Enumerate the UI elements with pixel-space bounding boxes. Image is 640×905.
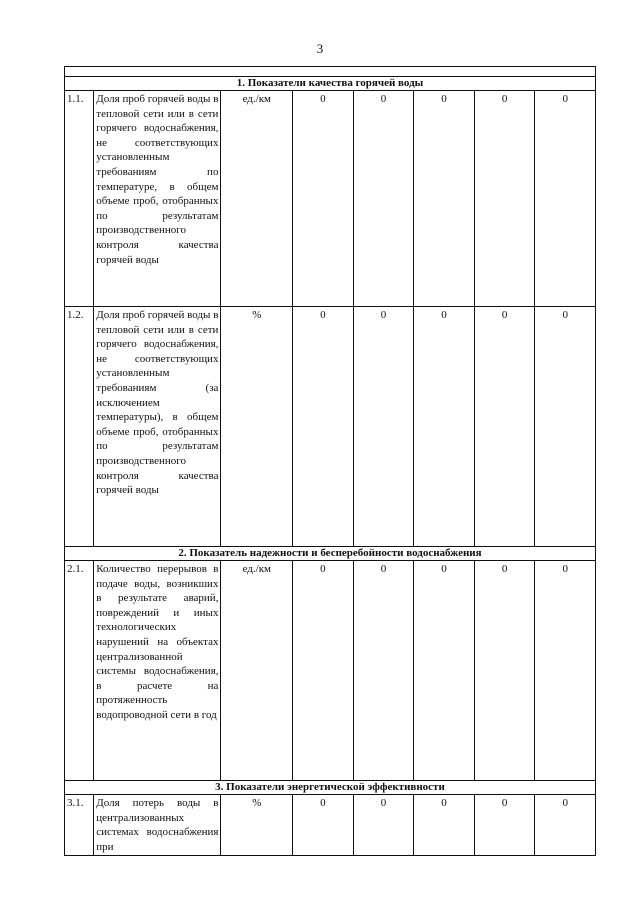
value-cell: 0 bbox=[293, 795, 354, 856]
section-title: 3. Показатели энергетической эффективности bbox=[65, 781, 596, 795]
value-cell: 0 bbox=[535, 91, 596, 307]
section-title: 2. Показатель надежности и бесперебойности водоснабжения bbox=[65, 547, 596, 561]
indicator-name: Доля проб горячей воды в тепловой сети или в сети горячего водоснабжения, не соответствующих установленным требованиям (за исключением температуры), в общем объеме проб, отобранных по результатам производственного контроля качества горячей воды bbox=[94, 307, 221, 547]
value-cell: 0 bbox=[535, 795, 596, 856]
value-cell: 0 bbox=[414, 91, 475, 307]
unit-cell: ед./км bbox=[221, 91, 293, 307]
value-cell: 0 bbox=[293, 91, 354, 307]
row-number: 1.2. bbox=[65, 307, 94, 547]
value-cell: 0 bbox=[474, 561, 535, 781]
table-top-spacer bbox=[65, 67, 596, 77]
table-row bbox=[65, 795, 596, 856]
indicator-name: Доля потерь воды в централизованных системах водоснабжения при bbox=[94, 795, 221, 856]
unit-cell: % bbox=[221, 307, 293, 547]
value-cell: 0 bbox=[414, 307, 475, 547]
value-cell: 0 bbox=[535, 307, 596, 547]
value-cell: 0 bbox=[535, 561, 596, 781]
value-cell: 0 bbox=[353, 91, 414, 307]
indicator-name: Количество перерывов в подаче воды, возникших в результате аварий, повреждений и иных технологических нарушений на объектах централизованной системы водоснабжения, в расчете на протяженность водопроводной сети в год bbox=[94, 561, 221, 781]
section-header-2 bbox=[65, 547, 596, 561]
table-row bbox=[65, 561, 596, 781]
row-number: 2.1. bbox=[65, 561, 94, 781]
value-cell: 0 bbox=[353, 561, 414, 781]
unit-cell: % bbox=[221, 795, 293, 856]
indicator-name: Доля проб горячей воды в тепловой сети или в сети горячего водоснабжения, не соответствующих установленным требованиям по температуре, в общем объеме проб, отобранных по результатам производственного контроля качества горячей воды bbox=[94, 91, 221, 307]
section-header-1 bbox=[65, 77, 596, 91]
section-header-3 bbox=[65, 781, 596, 795]
value-cell: 0 bbox=[414, 795, 475, 856]
value-cell: 0 bbox=[293, 561, 354, 781]
unit-cell: ед./км bbox=[221, 561, 293, 781]
value-cell: 0 bbox=[414, 561, 475, 781]
row-number: 1.1. bbox=[65, 91, 94, 307]
value-cell: 0 bbox=[474, 795, 535, 856]
value-cell: 0 bbox=[474, 307, 535, 547]
row-number: 3.1. bbox=[65, 795, 94, 856]
value-cell: 0 bbox=[353, 307, 414, 547]
section-title: 1. Показатели качества горячей воды bbox=[65, 77, 596, 91]
table-row bbox=[65, 307, 596, 547]
indicators-table bbox=[64, 66, 596, 856]
value-cell: 0 bbox=[353, 795, 414, 856]
value-cell: 0 bbox=[474, 91, 535, 307]
value-cell: 0 bbox=[293, 307, 354, 547]
table-row bbox=[65, 91, 596, 307]
page-number: 3 bbox=[316, 41, 324, 56]
